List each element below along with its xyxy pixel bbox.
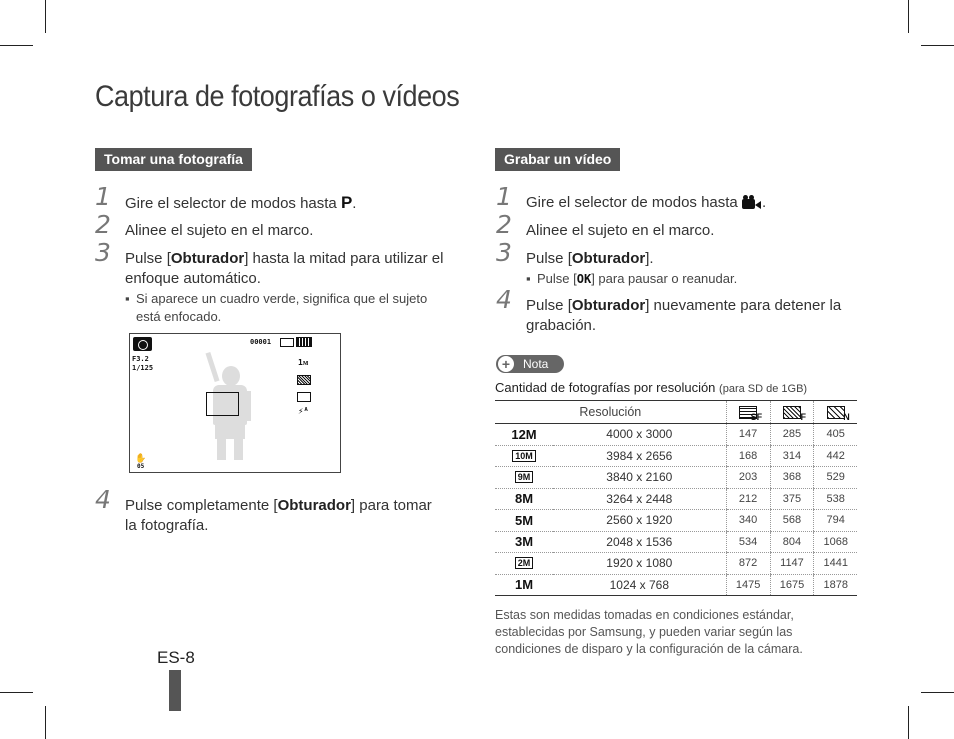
normal-quality-icon: N (814, 401, 857, 424)
camera-mode-icon (133, 337, 152, 351)
resolution-10m-icon: 10M (512, 450, 536, 462)
crop-mark (0, 692, 33, 693)
stabilizer-icon: ✋ (135, 454, 147, 464)
camera-screen-illustration (129, 333, 341, 473)
section-header-video: Grabar un vídeo (495, 148, 620, 171)
table-cell: 368 (770, 467, 814, 489)
fine-quality-icon: F (770, 401, 814, 424)
resolution-icon: 1ᴍ (298, 358, 309, 367)
table-row (495, 445, 857, 467)
table-cell: 3984 x 2656 (553, 445, 726, 467)
program-mode-icon: P (340, 193, 353, 212)
table-caption: Cantidad de fotografías por resolución (para SD de 1GB) (495, 380, 808, 395)
nota-badge: + Nota (496, 355, 564, 373)
table-cell: 872 (726, 553, 770, 575)
table-cell: 168 (726, 445, 770, 467)
table-cell: 568 (770, 510, 814, 532)
table-footnote: Estas son medidas tomadas en condiciones estándar, establecidas por Samsung, y pueden variar según las condiciones de disparo y la configuración de la cámara. (495, 608, 803, 656)
metering-icon (297, 392, 311, 402)
table-cell: 1024 x 768 (553, 574, 726, 596)
table-cell: 2048 x 1536 (553, 531, 726, 553)
page-number: ES-8 (157, 648, 195, 667)
table-cell: 1475 (726, 574, 770, 596)
stabilizer-value: 05 (137, 463, 145, 470)
resolution-1m-icon: 1M (514, 577, 534, 593)
section-header-photo: Tomar una fotografía (95, 148, 252, 171)
crop-mark (45, 0, 46, 33)
table-cell: 538 (814, 488, 857, 510)
table-row (495, 424, 857, 446)
table-cell: 534 (726, 531, 770, 553)
movie-camera-icon (742, 195, 762, 209)
table-cell: 203 (726, 467, 770, 489)
table-cell: 1441 (814, 553, 857, 575)
table-cell: 804 (770, 531, 814, 553)
table-cell: 3264 x 2448 (553, 488, 726, 510)
crop-mark (921, 692, 954, 693)
quality-icon (297, 375, 311, 385)
plus-icon: + (498, 356, 514, 372)
column-header-resolution: Resolución (495, 401, 726, 424)
table-cell: 212 (726, 488, 770, 510)
table-cell: 529 (814, 467, 857, 489)
table-cell: 1675 (770, 574, 814, 596)
resolution-9m-icon: 9M (515, 471, 534, 483)
table-cell: 442 (814, 445, 857, 467)
table-cell: 285 (770, 424, 814, 446)
table-cell: 2560 x 1920 (553, 510, 726, 532)
table-cell: 1920 x 1080 (553, 553, 726, 575)
table-row (495, 510, 857, 532)
focus-frame (206, 392, 239, 416)
table-cell: 314 (770, 445, 814, 467)
aperture-value: F3.2 (132, 355, 149, 363)
resolution-2m-icon: 2M (515, 557, 534, 569)
superfine-quality-icon: SF (726, 401, 770, 424)
table-row (495, 467, 857, 489)
table-cell: 405 (814, 424, 857, 446)
resolution-8m-icon: 8M (514, 491, 534, 507)
crop-mark (0, 45, 33, 46)
crop-mark (921, 45, 954, 46)
ok-button-icon: OK (576, 272, 592, 286)
table-row (495, 531, 857, 553)
flash-icon: ⚡ᴬ (298, 407, 309, 417)
resolution-table (495, 400, 857, 596)
table-cell: 340 (726, 510, 770, 532)
table-cell: 147 (726, 424, 770, 446)
crop-mark (908, 0, 909, 33)
resolution-3m-icon: 3M (514, 534, 534, 550)
resolution-12m-icon: 12M (511, 426, 537, 442)
table-cell: 4000 x 3000 (553, 424, 726, 446)
table-cell: 3840 x 2160 (553, 467, 726, 489)
table-cell: 1147 (770, 553, 814, 575)
table-row (495, 553, 857, 575)
page-title: Captura de fotografías o vídeos (95, 80, 460, 113)
page-tab-marker (169, 670, 181, 711)
crop-mark (908, 706, 909, 739)
table-row (495, 488, 857, 510)
shot-counter: 00001 (250, 338, 272, 346)
table-cell: 1068 (814, 531, 857, 553)
table-row (495, 574, 857, 596)
table-cell: 1878 (814, 574, 857, 596)
crop-mark (45, 706, 46, 739)
resolution-5m-icon: 5M (514, 512, 534, 528)
battery-icon (296, 337, 312, 347)
table-cell: 375 (770, 488, 814, 510)
memory-card-icon (280, 338, 294, 347)
shutter-value: 1/125 (132, 364, 154, 372)
table-cell: 794 (814, 510, 857, 532)
